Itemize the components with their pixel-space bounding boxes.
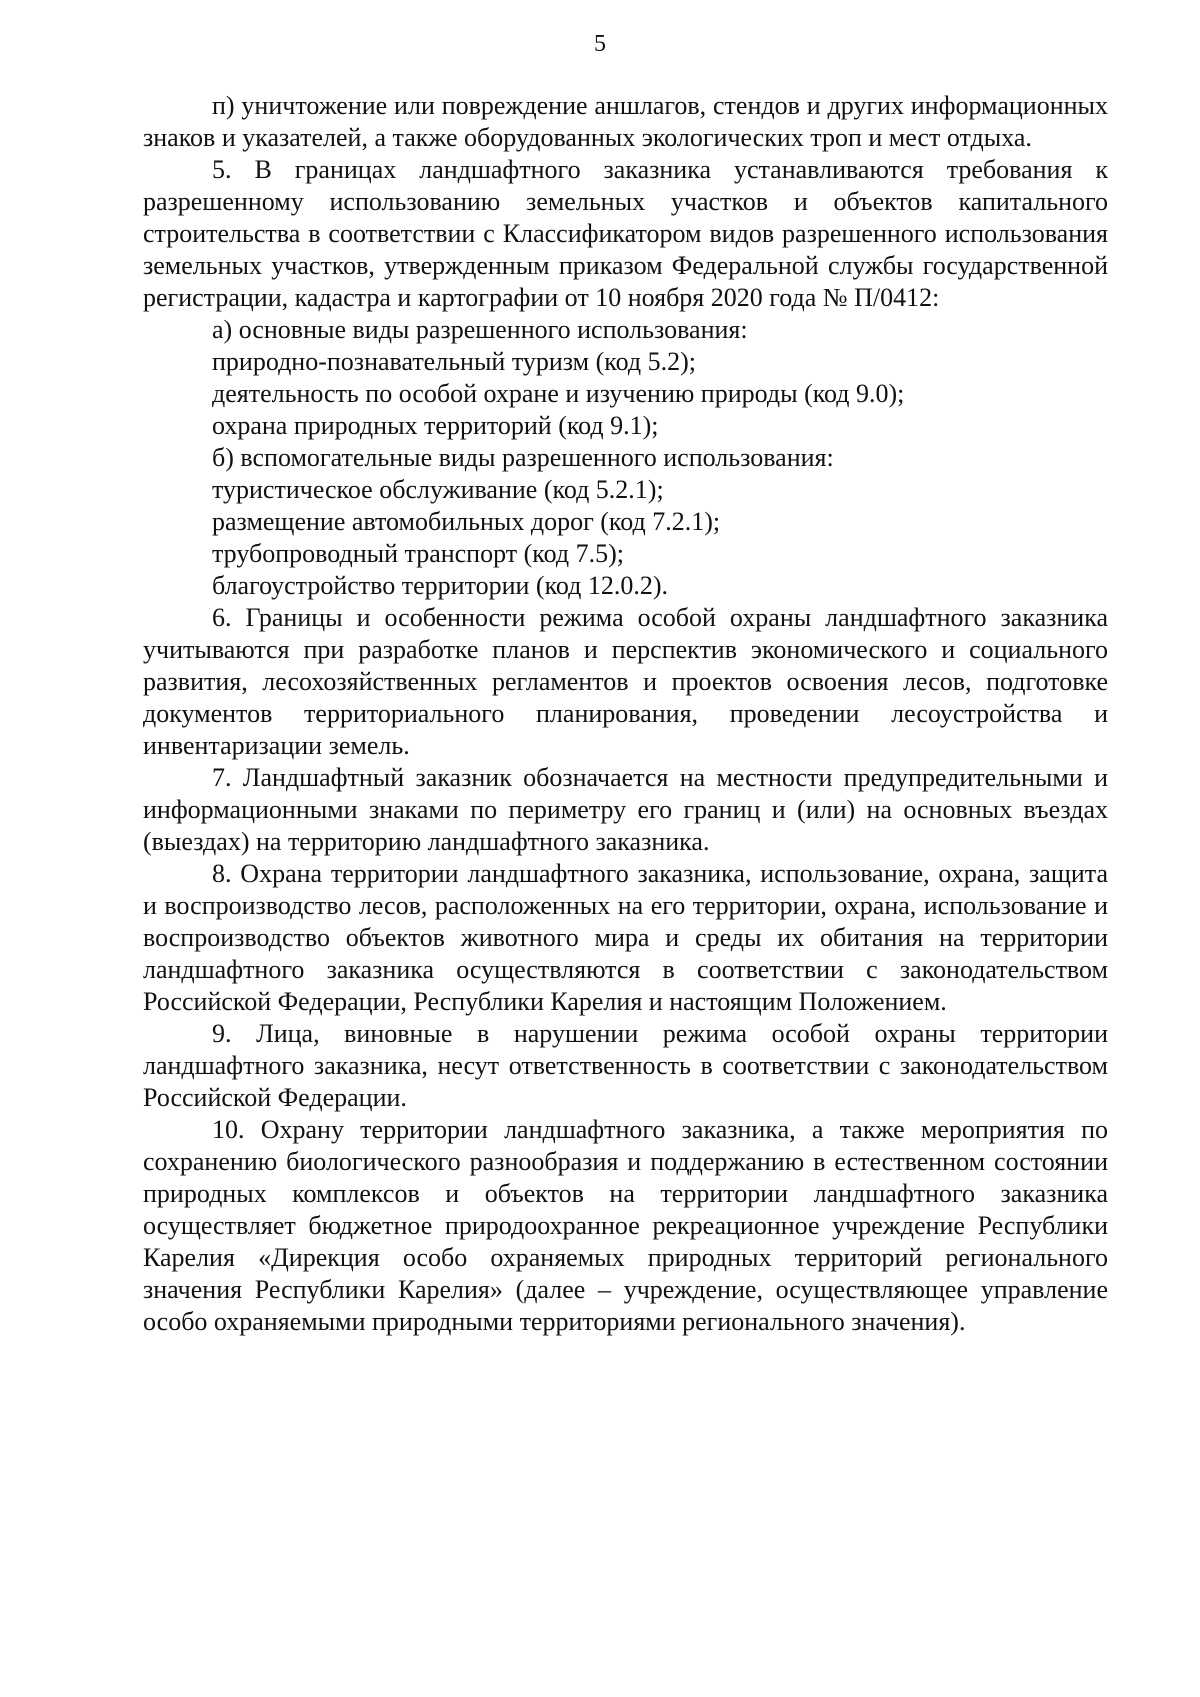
- list-item: б) вспомогательные виды разрешенного использования:: [212, 443, 834, 472]
- list-item: а) основные виды разрешенного использования:: [212, 315, 748, 344]
- list-item: природно-познавательный туризм (код 5.2);: [212, 347, 696, 376]
- paragraph-item-p: п) уничтожение или повреждение аншлагов, стендов и других информационных знаков и указателей, а также оборудованных экологических троп и мест отдыха.: [143, 91, 1108, 152]
- document-body: [143, 90, 1108, 1338]
- paragraph-6: 6. Границы и особенности режима особой охраны ландшафтного заказника учитываются при разработке планов и перспектив экономического и социального развития, лесохозяйственных регламентов и проектов освоения лесов, подготовке документов территориального планирования, проведении лесоустройства и инвентаризации земель.: [143, 603, 1108, 760]
- paragraph-10: 10. Охрану территории ландшафтного заказника, а также мероприятия по сохранению биологического разнообразия и поддержанию в естественном состоянии природных комплексов и объектов на территории ландшафтного заказника осуществляет бюджетное природоохранное рекреационное учреждение Республики Карелия «Дирекция особо охраняемых природных территорий регионального значения Республики Карелия» (далее – учреждение, осуществляющее управление особо охраняемыми природными территориями регионального значения).: [143, 1115, 1108, 1336]
- list-item: благоустройство территории (код 12.0.2).: [212, 571, 669, 600]
- paragraph-7: 7. Ландшафтный заказник обозначается на местности предупредительными и информационными знаками по периметру его границ и (или) на основных въездах (выездах) на территорию ландшафтного заказника.: [143, 763, 1108, 856]
- list-item: охрана природных территорий (код 9.1);: [212, 411, 659, 440]
- paragraph-5: 5. В границах ландшафтного заказника устанавливаются требования к разрешенному использованию земельных участков и объектов капитального строительства в соответствии с Классификатором видов разрешенного использования земельных участков, утвержденным приказом Федеральной службы государственной регистрации, кадастра и картографии от 10 ноября 2020 года № П/0412:: [143, 155, 1108, 312]
- list-item: деятельность по особой охране и изучению природы (код 9.0);: [212, 379, 905, 408]
- paragraph-9: 9. Лица, виновные в нарушении режима особой охраны территории ландшафтного заказника, несут ответственность в соответствии с законодательством Российской Федерации.: [143, 1019, 1108, 1112]
- list-item: размещение автомобильных дорог (код 7.2.1);: [212, 507, 721, 536]
- list-item: трубопроводный транспорт (код 7.5);: [212, 539, 624, 568]
- list-item: туристическое обслуживание (код 5.2.1);: [212, 475, 664, 504]
- page-number: 5: [594, 31, 606, 57]
- permitted-use-list: [143, 314, 1108, 602]
- paragraph-8: 8. Охрана территории ландшафтного заказника, использование, охрана, защита и воспроизводство лесов, расположенных на его территории, охрана, использование и воспроизводство объектов животного мира и среды их обитания на территории ландшафтного заказника осуществляются в соответствии с законодательством Российской Федерации, Республики Карелия и настоящим Положением.: [143, 859, 1108, 1016]
